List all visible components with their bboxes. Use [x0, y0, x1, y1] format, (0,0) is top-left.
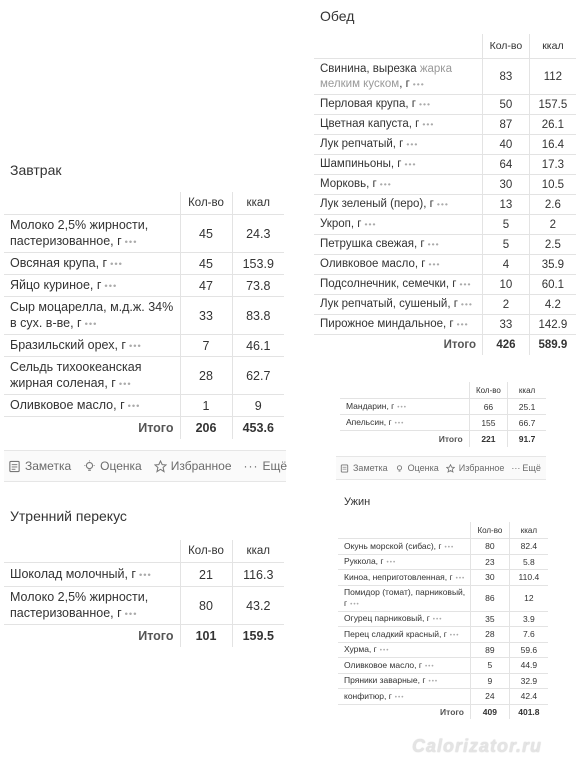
more-dots-icon: ··· [243, 459, 259, 473]
more-options-icon[interactable]: ••• [128, 340, 142, 351]
food-kcal: 3.9 [509, 611, 548, 627]
star-icon [154, 460, 167, 473]
food-qty[interactable]: 2 [483, 295, 530, 315]
food-kcal: 62.7 [232, 357, 284, 395]
food-kcal: 43.2 [232, 587, 284, 625]
food-row[interactable] [338, 642, 548, 658]
total-label: Итого [314, 335, 483, 355]
food-name[interactable]: Пряники заварные, г ••• [338, 673, 471, 689]
more-button[interactable] [511, 463, 540, 473]
more-options-icon[interactable]: ••• [138, 569, 152, 580]
breakfast-rows [4, 215, 284, 439]
food-qty[interactable]: 1 [180, 395, 232, 417]
snack-table [4, 540, 284, 647]
total-label: Итого [340, 431, 469, 447]
lightbulb-icon [395, 464, 404, 473]
food-name[interactable]: Сельдь тихоокеанская жирная соленая, г ••• [4, 357, 180, 395]
total-row [4, 417, 284, 439]
food-kcal: 153.9 [232, 253, 284, 275]
food-qty[interactable]: 13 [483, 195, 530, 215]
favorite-button[interactable] [446, 463, 505, 473]
more-options-icon[interactable]: ••• [436, 199, 449, 210]
more-options-icon[interactable]: ••• [456, 319, 469, 330]
qty-header: Кол-во [483, 34, 530, 59]
lunch-panel [314, 0, 576, 355]
rating-button[interactable] [395, 463, 439, 473]
food-kcal: 66.7 [508, 415, 546, 431]
total-label: Итого [338, 704, 471, 719]
food-name[interactable]: Бразильский орех, г ••• [4, 335, 180, 357]
food-qty[interactable]: 40 [483, 135, 530, 155]
food-qty[interactable]: 86 [471, 585, 510, 611]
more-options-icon[interactable]: ••• [412, 78, 425, 89]
more-options-icon[interactable]: ••• [428, 678, 439, 686]
note-button[interactable] [8, 459, 71, 473]
note-label: Заметка [353, 463, 388, 473]
more-options-icon[interactable]: ••• [124, 236, 138, 247]
food-kcal: 82.4 [509, 539, 548, 555]
food-kcal: 60.1 [529, 275, 576, 295]
food-name[interactable]: Цветная капуста, г ••• [314, 115, 483, 135]
food-qty[interactable]: 83 [483, 59, 530, 95]
more-options-icon[interactable]: ••• [386, 559, 397, 567]
food-row[interactable] [314, 175, 576, 195]
food-name[interactable]: Помидор (томат), парниковый, г ••• [338, 585, 471, 611]
lightbulb-icon [83, 460, 96, 473]
food-name[interactable]: конфитюр, г ••• [338, 689, 471, 705]
more-options-icon[interactable]: ••• [364, 219, 377, 230]
food-row[interactable] [314, 135, 576, 155]
note-button[interactable] [340, 463, 388, 473]
food-row[interactable] [4, 357, 284, 395]
star-icon [446, 464, 455, 473]
food-name[interactable]: Яйцо куриное, г ••• [4, 275, 180, 297]
food-qty[interactable]: 30 [483, 175, 530, 195]
food-kcal: 25.1 [508, 399, 546, 415]
food-name[interactable]: Лук репчатый, г ••• [314, 135, 483, 155]
more-options-icon[interactable]: ••• [397, 404, 407, 412]
more-options-icon[interactable]: ••• [418, 99, 431, 110]
rating-label: Оценка [100, 459, 142, 473]
food-name[interactable]: Оливковое масло, г ••• [4, 395, 180, 417]
total-kcal: 159.5 [232, 625, 284, 647]
rating-label: Оценка [407, 463, 439, 473]
total-kcal: 91.7 [508, 431, 546, 447]
food-kcal: 7.6 [509, 627, 548, 643]
more-options-icon[interactable]: ••• [350, 600, 360, 608]
food-qty[interactable]: 50 [483, 95, 530, 115]
snack-rows [4, 563, 284, 647]
total-kcal: 453.6 [232, 417, 284, 439]
food-name[interactable]: Перловая крупа, г ••• [314, 95, 483, 115]
food-qty[interactable]: 5 [471, 658, 510, 674]
food-row[interactable] [338, 627, 548, 643]
food-row[interactable] [4, 253, 284, 275]
food-row[interactable] [314, 115, 576, 135]
food-kcal: 73.8 [232, 275, 284, 297]
food-row[interactable] [338, 658, 548, 674]
food-kcal: 24.3 [232, 215, 284, 253]
food-row[interactable] [314, 155, 576, 175]
food-row[interactable] [338, 689, 548, 705]
total-row [338, 704, 548, 719]
food-name[interactable]: Оливковое масло, г ••• [314, 255, 483, 275]
food-qty[interactable]: 28 [471, 627, 510, 643]
food-qty[interactable]: 24 [471, 689, 510, 705]
food-qty[interactable]: 47 [180, 275, 232, 297]
food-name[interactable]: Лук репчатый, сушеный, г ••• [314, 295, 483, 315]
food-name[interactable]: Перец сладкий красный, г ••• [338, 627, 471, 643]
food-name[interactable]: Огурец парниковый, г ••• [338, 611, 471, 627]
more-options-icon[interactable]: ••• [118, 378, 132, 389]
food-row[interactable] [314, 275, 576, 295]
food-kcal: 17.3 [529, 155, 576, 175]
food-qty[interactable]: 7 [180, 335, 232, 357]
more-options-icon[interactable]: ••• [394, 693, 405, 701]
food-kcal: 157.5 [529, 95, 576, 115]
food-kcal: 112 [529, 59, 576, 95]
total-qty: 409 [471, 704, 510, 719]
food-name[interactable]: Петрушка свежая, г ••• [314, 235, 483, 255]
food-name[interactable]: Подсолнечник, семечки, г ••• [314, 275, 483, 295]
food-row[interactable] [314, 295, 576, 315]
food-row[interactable] [4, 563, 284, 587]
qty-header: Кол-во [471, 522, 510, 539]
total-row [4, 625, 284, 647]
breakfast-table [4, 192, 284, 439]
food-kcal: 44.9 [509, 658, 548, 674]
favorite-label: Избранное [170, 459, 232, 473]
more-options-icon[interactable]: ••• [84, 318, 98, 329]
food-kcal: 83.8 [232, 297, 284, 335]
more-options-icon[interactable]: ••• [379, 179, 392, 190]
kcal-header: ккал [232, 192, 284, 215]
section-title-lunch: Обед [320, 8, 355, 24]
more-dots-icon: ··· [511, 463, 521, 473]
food-kcal: 35.9 [529, 255, 576, 275]
food-qty[interactable]: 9 [471, 673, 510, 689]
food-row[interactable] [4, 275, 284, 297]
food-name[interactable]: Морковь, г ••• [314, 175, 483, 195]
food-row[interactable] [4, 335, 284, 357]
more-options-icon[interactable]: ••• [424, 662, 435, 670]
food-name[interactable]: Окунь морской (сибас), г ••• [338, 539, 471, 555]
food-row[interactable] [314, 235, 576, 255]
food-qty[interactable]: 4 [483, 255, 530, 275]
food-kcal: 12 [509, 585, 548, 611]
more-options-icon[interactable]: ••• [422, 119, 435, 130]
total-kcal: 589.9 [529, 335, 576, 355]
food-row[interactable] [338, 611, 548, 627]
food-row[interactable] [338, 585, 548, 611]
afternoon-snack-table [340, 382, 546, 447]
total-qty: 206 [180, 417, 232, 439]
total-qty: 426 [483, 335, 530, 355]
food-name[interactable]: Апельсин, г ••• [340, 415, 469, 431]
food-qty[interactable]: 66 [469, 399, 507, 415]
total-qty: 221 [469, 431, 507, 447]
lunch-table [314, 34, 576, 355]
food-qty[interactable]: 45 [180, 215, 232, 253]
food-name[interactable]: Киноа, неприготовленная, г ••• [338, 570, 471, 586]
food-qty[interactable]: 89 [471, 642, 510, 658]
afternoon-snack-panel [340, 382, 546, 447]
breakfast-panel [4, 152, 284, 439]
more-options-icon[interactable]: ••• [127, 400, 141, 411]
food-kcal: 5.8 [509, 554, 548, 570]
more-options-icon[interactable]: ••• [379, 647, 390, 655]
food-row[interactable] [314, 95, 576, 115]
note-icon [8, 460, 21, 473]
food-row[interactable] [314, 195, 576, 215]
food-row[interactable] [314, 315, 576, 335]
food-qty[interactable]: 23 [471, 554, 510, 570]
more-label: Ещё [522, 463, 541, 473]
food-kcal: 9 [232, 395, 284, 417]
kcal-header: ккал [529, 34, 576, 59]
afternoon-snack-rows [340, 399, 546, 447]
food-name[interactable]: Молоко 2,5% жирности, пастеризованное, г ••• [4, 215, 180, 253]
action-bar [4, 450, 286, 482]
food-qty[interactable]: 35 [471, 611, 510, 627]
food-row[interactable] [4, 297, 284, 335]
rating-button[interactable] [83, 459, 142, 473]
kcal-header: ккал [509, 522, 548, 539]
food-qty[interactable]: 28 [180, 357, 232, 395]
food-name[interactable]: Пирожное миндальное, г ••• [314, 315, 483, 335]
food-qty[interactable]: 10 [483, 275, 530, 295]
kcal-header: ккал [508, 382, 546, 399]
food-kcal: 2 [529, 215, 576, 235]
more-options-icon[interactable]: ••• [460, 299, 473, 310]
note-label: Заметка [25, 459, 72, 473]
note-icon [340, 464, 349, 473]
food-name[interactable]: Укроп, г ••• [314, 215, 483, 235]
qty-header: Кол-во [469, 382, 507, 399]
food-row[interactable] [340, 415, 546, 431]
food-row[interactable] [314, 215, 576, 235]
food-qty[interactable]: 5 [483, 215, 530, 235]
food-kcal: 2.5 [529, 235, 576, 255]
food-row[interactable] [4, 395, 284, 417]
qty-header: Кол-во [180, 540, 232, 563]
total-qty: 101 [180, 625, 232, 647]
food-qty[interactable]: 45 [180, 253, 232, 275]
total-row [340, 431, 546, 447]
more-options-icon[interactable]: ••• [427, 239, 440, 250]
qty-header: Кол-во [180, 192, 232, 215]
food-kcal: 46.1 [232, 335, 284, 357]
food-row[interactable] [4, 215, 284, 253]
food-name[interactable]: Свинина, вырезка жарка мелким куском, г ••• [314, 59, 483, 95]
food-kcal: 142.9 [529, 315, 576, 335]
more-options-icon[interactable]: ••• [404, 159, 417, 170]
food-name[interactable]: Овсяная крупа, г ••• [4, 253, 180, 275]
section-title-snack: Утренний перекус [10, 508, 127, 524]
food-kcal: 32.9 [509, 673, 548, 689]
food-name[interactable]: Шоколад молочный, г ••• [4, 563, 180, 587]
food-name[interactable]: Руккола, г ••• [338, 554, 471, 570]
dinner-table [338, 522, 548, 719]
more-button[interactable] [244, 459, 288, 473]
food-kcal: 59.6 [509, 642, 548, 658]
favorite-label: Избранное [458, 463, 505, 473]
food-name[interactable]: Сыр моцарелла, м.д.ж. 34% в сух. в-ве, г ••• [4, 297, 180, 335]
total-label: Итого [4, 417, 180, 439]
food-row[interactable] [4, 587, 284, 625]
more-options-icon[interactable]: ••• [406, 139, 419, 150]
total-label: Итого [4, 625, 180, 647]
food-kcal: 2.6 [529, 195, 576, 215]
snack-panel [4, 498, 284, 647]
more-options-icon[interactable]: ••• [444, 543, 455, 551]
food-name[interactable]: Лук зеленый (перо), г ••• [314, 195, 483, 215]
food-row[interactable] [314, 255, 576, 275]
food-qty[interactable]: 33 [483, 315, 530, 335]
more-options-icon[interactable]: ••• [124, 608, 138, 619]
food-qty[interactable]: 155 [469, 415, 507, 431]
more-options-icon[interactable]: ••• [459, 279, 472, 290]
action-bar-small [336, 456, 546, 480]
food-qty[interactable]: 5 [483, 235, 530, 255]
more-options-icon[interactable]: ••• [428, 259, 441, 270]
food-row[interactable] [338, 673, 548, 689]
favorite-button[interactable] [154, 459, 232, 473]
total-row [314, 335, 576, 355]
food-name[interactable]: Шампиньоны, г ••• [314, 155, 483, 175]
more-options-icon[interactable]: ••• [449, 631, 460, 639]
more-options-icon[interactable]: ••• [110, 258, 123, 269]
food-kcal: 10.5 [529, 175, 576, 195]
food-qty[interactable]: 80 [180, 587, 232, 625]
food-qty[interactable]: 30 [471, 570, 510, 586]
section-title-dinner: Ужин [344, 496, 371, 508]
dinner-rows [338, 539, 548, 720]
dinner-panel [338, 486, 548, 719]
food-row[interactable] [314, 59, 576, 95]
more-options-icon[interactable]: ••• [104, 280, 118, 291]
food-name[interactable]: Мандарин, г ••• [340, 399, 469, 415]
food-kcal: 26.1 [529, 115, 576, 135]
food-qty[interactable]: 64 [483, 155, 530, 175]
lunch-rows [314, 59, 576, 355]
section-title-breakfast: Завтрак [10, 162, 62, 178]
food-qty[interactable]: 21 [180, 563, 232, 587]
more-options-icon[interactable]: ••• [455, 574, 466, 582]
food-row[interactable] [338, 554, 548, 570]
food-name[interactable]: Молоко 2,5% жирности, пастеризованное, г ••• [4, 587, 180, 625]
food-qty[interactable]: 87 [483, 115, 530, 135]
food-row[interactable] [340, 399, 546, 415]
food-kcal: 116.3 [232, 563, 284, 587]
food-name[interactable]: Оливковое масло, г ••• [338, 658, 471, 674]
food-kcal: 16.4 [529, 135, 576, 155]
more-options-icon[interactable]: ••• [432, 616, 443, 624]
food-qty[interactable]: 80 [471, 539, 510, 555]
kcal-header: ккал [232, 540, 284, 563]
preparation-note: жарка мелким куском [320, 63, 452, 90]
food-kcal: 42.4 [509, 689, 548, 705]
food-qty[interactable]: 33 [180, 297, 232, 335]
food-kcal: 110.4 [509, 570, 548, 586]
food-name[interactable]: Хурма, г ••• [338, 642, 471, 658]
total-kcal: 401.8 [509, 704, 548, 719]
more-options-icon[interactable]: ••• [394, 420, 405, 428]
food-row[interactable] [338, 570, 548, 586]
more-label: Ещё [262, 459, 288, 473]
watermark: Calorizator.ru [412, 736, 543, 756]
food-kcal: 4.2 [529, 295, 576, 315]
food-row[interactable] [338, 539, 548, 555]
